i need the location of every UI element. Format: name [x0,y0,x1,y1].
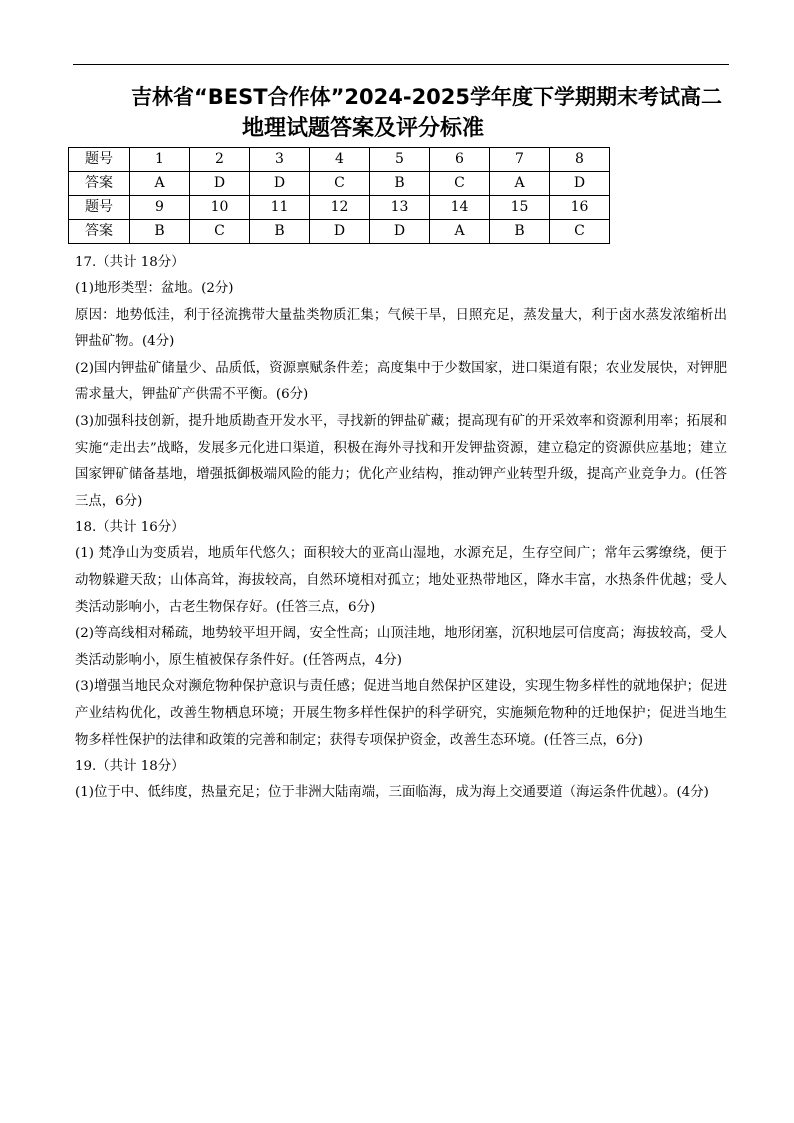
table-cell: D [550,172,610,196]
table-row [69,148,610,172]
table-cell: 6 [430,148,490,172]
table-cell: C [550,220,610,244]
question-18-part-2: (2)等高线相对稀疏，地势较平坦开阔，安全性高；山顶洼地，地形闭塞，沉积地层可信度高；海拔较高，受人类活动影响小，原生植被保存条件好。(任答两点，4分) [75,626,727,668]
question-18-part-3: (3)增强当地民众对濒危物种保护意识与责任感；促进当地自然保护区建设，实现生物多样性的就地保护；促进产业结构优化，改善生物栖息环境；开展生物多样性保护的科学研究，实施频危物种的迁地保护；促进当地生物多样性保护的法律和政策的完善和制定；获得专项保护资金，改善生态环境。(任答三点，6分) [75,679,727,748]
table-cell: A [430,220,490,244]
table-cell: C [430,172,490,196]
row-label: 答案 [69,220,130,244]
table-cell: 8 [550,148,610,172]
question-17-part-2: (2)国内钾盐矿储量少、品质低，资源禀赋条件差；高度集中于少数国家，进口渠道有限；农业发展快，对钾肥需求量大，钾盐矿产供需不平衡。(6分) [75,360,727,403]
table-row [69,220,610,244]
question-17-part-1: (1)地形类型：盆地。(2分) [75,281,234,296]
question-19-heading: 19.（共计 18分） [75,759,185,775]
table-row [69,196,610,220]
table-cell: B [130,220,190,244]
table-cell: B [370,172,430,196]
table-cell: 2 [190,148,250,172]
table-cell: D [310,220,370,244]
question-17-heading: 17.（共计 18分） [75,255,185,270]
question-18-part-1: (1) 梵净山为变质岩，地质年代悠久；面积较大的亚高山湿地，水源充足，生存空间广；常年云雾缭绕，便于动物躲避天敌；山体高耸，海拔较高，自然环境相对孤立；地处亚热带地区，降水丰富，水热条件优越；受人类活动影响小，古老生物保存好。(任答三点，6分) [75,546,727,615]
table-cell: 7 [490,148,550,172]
table-cell: 14 [430,196,490,220]
row-label: 题号 [69,148,130,172]
table-cell: D [250,172,310,196]
table-cell: 1 [130,148,190,172]
table-cell: D [370,220,430,244]
table-cell: 10 [190,196,250,220]
exam-subtitle: 地理试题答案及评分标准 [242,116,485,141]
table-cell: C [310,172,370,196]
table-cell: 12 [310,196,370,220]
answer-table [68,147,610,244]
answer-content [75,250,727,807]
table-cell: A [490,172,550,196]
table-cell: B [490,220,550,244]
question-17-part-3: (3)加强科技创新，提升地质勘查开发水平，寻找新的钾盐矿藏；提高现有矿的开采效率和资源利用率；拓展和实施“走出去”战略，发展多元化进口渠道，积极在海外寻找和开发钾盐资源，建立稳定的资源供应基地；建立国家钾矿储备基地，增强抵御极端风险的能力；优化产业结构，推动钾产业转型升级，提高产业竞争力。(任答三点，6分) [75,413,727,509]
table-cell: 3 [250,148,310,172]
table-cell: 13 [370,196,430,220]
header-rule [73,64,729,65]
table-cell: B [250,220,310,244]
table-cell: 16 [550,196,610,220]
row-label: 题号 [69,196,130,220]
table-cell: D [190,172,250,196]
table-cell: 15 [490,196,550,220]
question-19-part-1: (1)位于中、低纬度，热量充足；位于非洲大陆南端，三面临海，成为海上交通要道（海运条件优越）。(4分) [75,785,709,801]
table-cell: 5 [370,148,430,172]
table-row [69,172,610,196]
table-cell: 11 [250,196,310,220]
row-label: 答案 [69,172,130,196]
table-cell: A [130,172,190,196]
exam-title: 吉林省“BEST合作体”2024-2025学年度下学期期末考试高二 [131,85,723,109]
table-cell: 4 [310,148,370,172]
question-17-reason: 原因：地势低洼，利于径流携带大量盐类物质汇集；气候干旱，日照充足，蒸发量大，利于卤水蒸发浓缩析出钾盐矿物。(4分) [75,307,727,350]
table-cell: C [190,220,250,244]
question-18-heading: 18.（共计 16分） [75,520,185,536]
table-cell: 9 [130,196,190,220]
